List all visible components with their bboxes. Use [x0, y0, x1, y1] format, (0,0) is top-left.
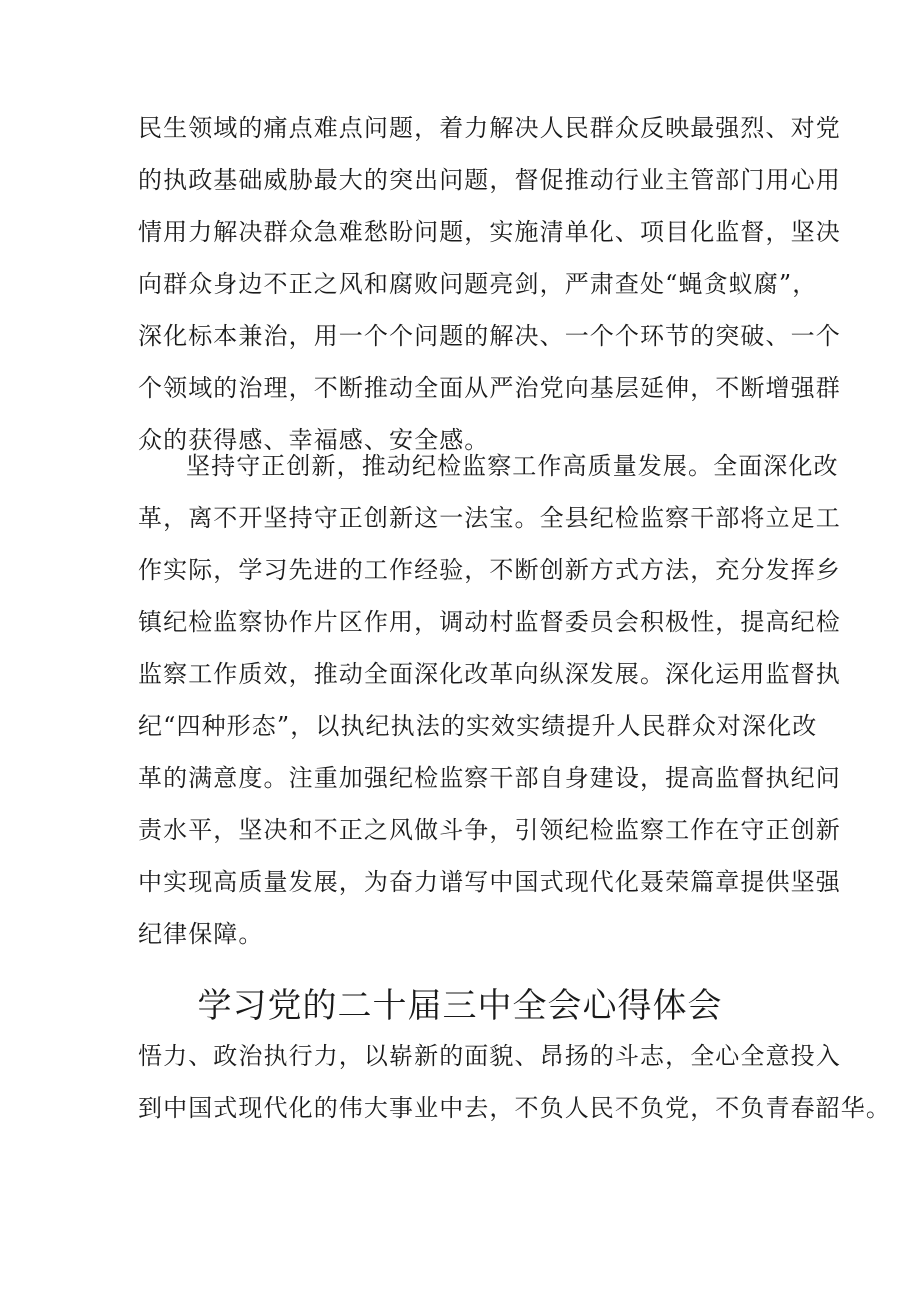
text-line: 革的满意度。注重加强纪检监察干部自身建设，提高监督执纪问: [138, 764, 841, 792]
text-line: 监察工作质效，推动全面深化改革向纵深发展。深化运用监督执: [138, 660, 841, 688]
section-heading: 学习党的二十届三中全会心得体会: [197, 986, 723, 1026]
text-line: 众的获得感、幸福感、安全感。: [138, 426, 490, 454]
text-line: 民生领域的痛点难点问题，着力解决人民群众反映最强烈、对党: [138, 114, 841, 142]
text-line: 深化标本兼治，用一个个问题的解决、一个个环节的突破、一个: [138, 322, 841, 350]
text-line: 情用力解决群众急难愁盼问题，实施清单化、项目化监督，坚决: [138, 218, 841, 246]
paragraph-innovation: [138, 440, 841, 960]
text-line: 责水平，坚决和不正之风做斗争，引领纪检监察工作在守正创新: [138, 816, 841, 844]
text-line: 革，离不开坚持守正创新这一法宝。全县纪检监察干部将立足工: [138, 504, 841, 532]
text-line: 中实现高质量发展，为奋力谱写中国式现代化聂荣篇章提供坚强: [138, 868, 841, 896]
text-line: 纪律保障。: [138, 920, 264, 948]
text-line: 到中国式现代化的伟大事业中去，不负人民不负党，不负青春韶华。: [138, 1094, 891, 1122]
text-line: 悟力、政治执行力，以崭新的面貌、昂扬的斗志，全心全意投入: [138, 1042, 841, 1070]
text-line: 作实际，学习先进的工作经验，不断创新方式方法，充分发挥乡: [138, 556, 841, 584]
text-line: 向群众身边不正之风和腐败问题亮剑，严肃查处“蝇贪蚁腐”，: [138, 270, 818, 298]
text-line: 坚持守正创新，推动纪检监察工作高质量发展。全面深化改: [186, 452, 839, 480]
paragraph-conclusion: [138, 1030, 891, 1134]
text-line: 的执政基础威胁最大的突出问题，督促推动行业主管部门用心用: [138, 166, 841, 194]
text-line: 个领域的治理，不断推动全面从严治党向基层延伸，不断增强群: [138, 374, 841, 402]
text-line: 纪“四种形态”，以执纪执法的实效实绩提升人民群众对深化改: [138, 712, 818, 740]
text-line: 镇纪检监察协作片区作用，调动村监督委员会积极性，提高纪检: [138, 608, 841, 636]
